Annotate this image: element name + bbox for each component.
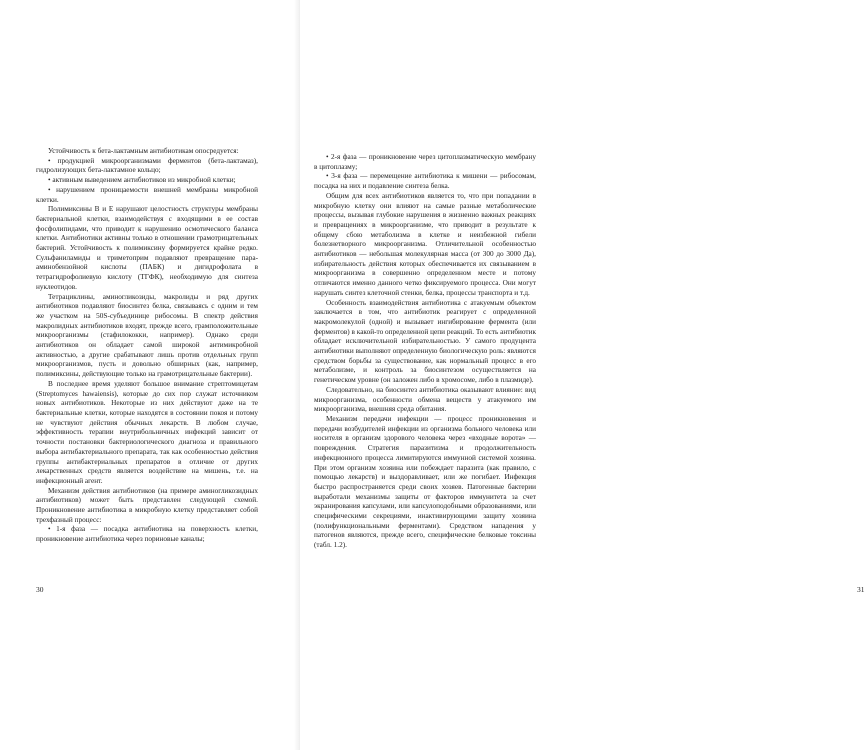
bullet-item: • 1-я фаза — посадка антибиотика на поверхность клетки, проникновение антибиотика через пориновые каналы; xyxy=(36,525,258,544)
bullet-item: • продукцией микроорганизмами ферментов (бета-лактамаз), гидролизующих бета-лактамное кольцо; xyxy=(36,156,258,175)
bullet-item: • активным выведением антибиотиков из микробной клетки; xyxy=(48,176,236,185)
page-number: 31 xyxy=(857,585,865,594)
paragraph: В последнее время уделяют большое внимание стрептомицетам (Streptomyces hawaiensis), которые до сих пор служат источником новых антибиотиков. Некоторые из них действуют даже на те бактериальные клетки, которые находятся в состоянии покоя и потому не чувствуют действия обычных лекарств. В любом случае, эффективность терапии внутрибольничных инфекций зависит от точности постановки бактериологического диагноза и правильного выбора антибактериального препарата, так как особенностью действия группы антибактериальных препаратов в отличие от других лекарственных средств является воздействие на мишень, т.е. на инфекционный агент. xyxy=(36,379,258,485)
paragraph: Общим для всех антибиотиков является то, что при попадании в микробную клетку они влияют на самые разные метаболические процессы, вызывая глубокие нарушения в жизненно важных реакциях и превращениях в микроорганизме, что приводит в результате к общему сбою метаболизма в клетке и неизбежной гибели болезнетворного микроорганизма. Отличительной особенностью антибиотиков — небольшая молекулярная масса (от 300 до 3000 Да), избирательность действия которых обеспечивается их связыванием в микроорганизма в совершенно определенном месте и потому отличаются именно данного четко фиксируемого процесса. Они могут нарушать синтез клеточной стенки, белка, процессы транспорта и т.д. xyxy=(314,191,536,297)
page-number: 30 xyxy=(36,585,44,594)
right-page xyxy=(300,0,865,750)
bullet-item: • 3-я фаза — перемещение антибиотика к мишени — рибосомам, посадка на них и подавление синтеза белка. xyxy=(314,172,536,191)
bullet-item: • 2-я фаза — проникновение через цитоплазматическую мембрану в цитоплазму; xyxy=(314,153,536,171)
right-text-column xyxy=(314,153,536,551)
paragraph: Следовательно, на биосинтез антибиотика оказывают влияние: вид микроорганизма, особенности обмена веществ у атакуемого им микроорганизма, внешняя среда обитания. xyxy=(314,385,536,414)
left-page xyxy=(0,0,300,750)
bullet-item: • нарушением проницаемости внешней мембраны микробной клетки. xyxy=(36,185,258,204)
paragraph: Полимиксины В и Е нарушают целостность структуры мембраны бактериальной клетки, взаимодействуя с входящими в ее состав фосфолипидами, что приводит к нарушению осмотического баланса клетки. Антибиотики активны только в отношении грамотрицательных бактерий. Устойчивость к полимиксину формируется крайне редко. Сульфаниламиды и триметоприм подавляют превращение пара-аминобензойной кислоты (ПАБК) и дигидрофолата в тетрагидрофолиевую кислоту (ТГФК), необходимую для синтеза нуклеотидов. xyxy=(36,205,258,291)
paragraph: Механизм действия антибиотиков (на примере аминогликозидных антибиотиков) может быть представлен следующей схемой. Проникновение антибиотика в микробную клетку представляет собой трехфазный процесс: xyxy=(36,486,258,524)
paragraph: Особенность взаимодействия антибиотика с атакуемым объектом заключается в том, что антибиотик реагирует с определенной макромолекулой (одной) и вызывает ингибирование фермента (или ферментов) в какой-то определенной цепи реакций. То есть антибиотик обладает исключительной избирательностью. У самого продуцента антибиотики выполняют определенную биологическую роль: являются средством борьбы за существование, как нормальный процесс в его метаболизме, и контроль за биосинтезом осуществляется на генетическом уровне (он заложен либо в хромосоме, либо в плазмиде). xyxy=(314,298,536,385)
paragraph: Устойчивость к бета-лактамным антибиотикам опосредуется: xyxy=(48,147,239,155)
paragraph: Механизм передачи инфекции — процесс проникновения и передачи возбудителей инфекции из организма больного человека или носителя в организм здорового человека через «входные ворота» — повреждения. Стратегия паразитизма и продолжительность инфекционного процесса лимитируются иммунной системой хозяина. При этом организм хозяина или побеждает паразита (как правило, с помощью лекарств) и выздоравливает, или же погибает. Инфекция быстро распространяется среди своих хозяев. Патогенные бактерии выработали механизмы защиты от факторов иммунитета за счет экранирования капсулами, или капсулоподобными образованиями, или специфическими секрециями, инактивирующими защиту хозяина (полифункциональными ферментами). Средством нападения у патогенов являются, прежде всего, специфические белковые токсины (табл. 1.2). xyxy=(314,414,536,550)
paragraph: Тетрациклины, аминогликозиды, макролиды и ряд других антибиотиков подавляют биосинтез белка, связываясь с одним и тем же участком на 50S-субъединице рибосомы. В спектр действия макролидных антибиотиков входят, прежде всего, грамположительные микроорганизмы (стафилококки, например). Однако среди антибиотиков он обладает самой широкой антимикробной активностью, а другие срабатывают лишь против отдельных групп микроорганизмов, пусть и довольно обширных (как, например, полимиксины, действующие только на грамотрицательные бактерии). xyxy=(36,292,258,379)
left-text-column xyxy=(36,147,258,545)
